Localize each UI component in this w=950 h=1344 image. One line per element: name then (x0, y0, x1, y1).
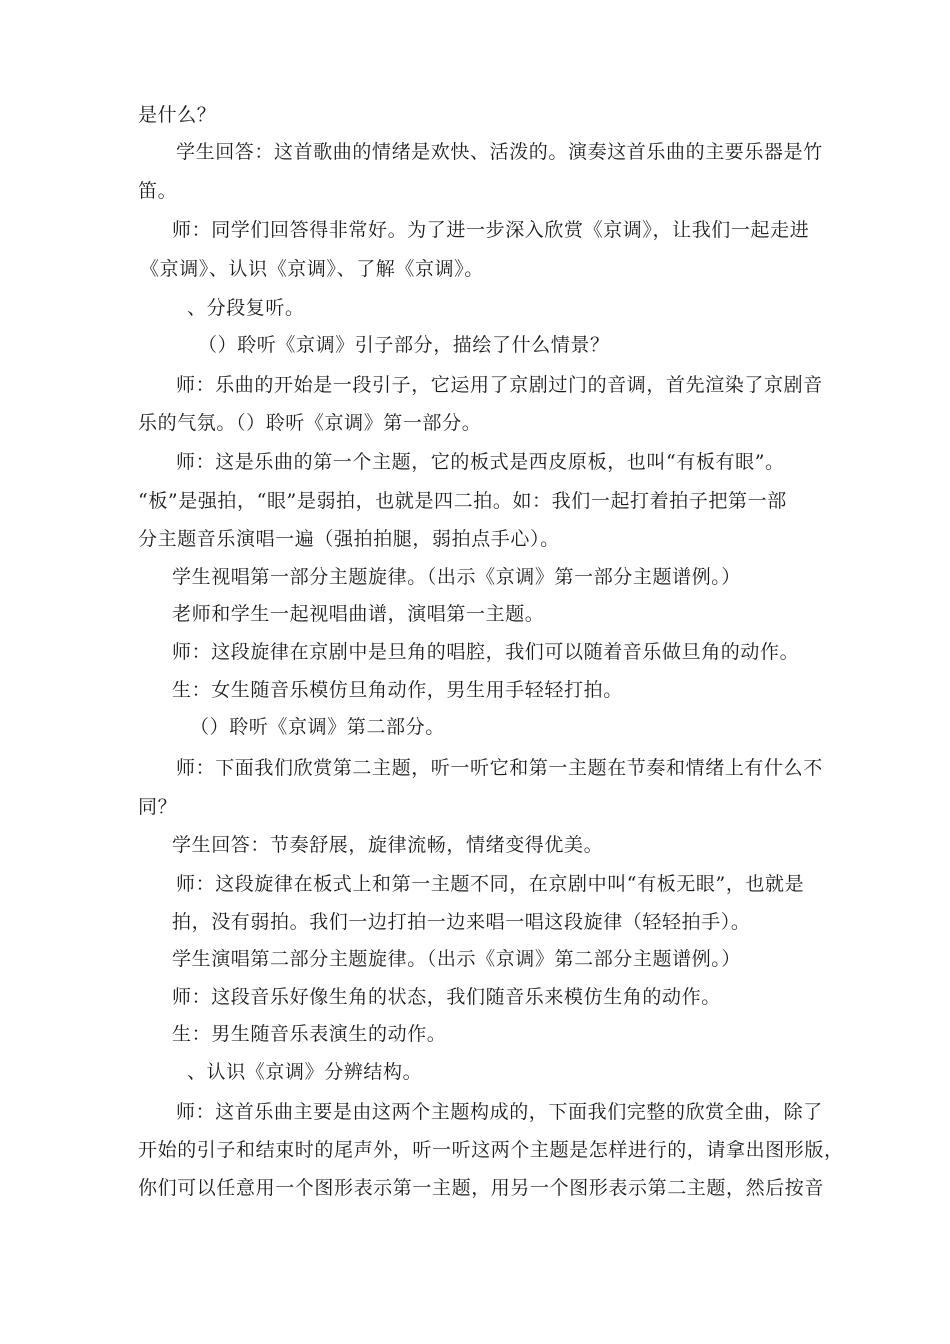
text-line: 师：这是乐曲的第一个主题，它的板式是西皮原板，也叫“有板有眼”。 (176, 451, 785, 473)
text-line: 《京调》、认识《京调》、了解《京调》。 (140, 258, 484, 280)
text-line: 老师和学生一起视唱曲谱，演唱第一主题。 (172, 603, 545, 625)
text-line: 分主题音乐演唱一遍（强拍拍腿，弱拍点手心）。 (138, 528, 560, 550)
text-line: 笛。 (138, 180, 178, 202)
text-line: 开始的引子和结束时的尾声外，听一听这两个主题是怎样进行的，请拿出图形版， (138, 1139, 844, 1161)
text-line: 生：男生随音乐表演生的动作。 (172, 1023, 447, 1045)
text-line: 师：下面我们欣赏第二主题，听一听它和第一主题在节奏和情绪上有什么不 (176, 757, 823, 779)
text-line: 学生视唱第一部分主题旋律。（出示《京调》第一部分主题谱例。） (172, 566, 742, 588)
text-line: 师：这首乐曲主要是由这两个主题构成的，下面我们完整的欣赏全曲，除了 (176, 1101, 823, 1123)
subsection-heading: （）聆听《京调》第二部分。 (190, 716, 445, 738)
text-line: 师：这段旋律在京剧中是旦角的唱腔，我们可以随着音乐做旦角的动作。 (172, 641, 800, 663)
section-heading: 、分段复听。 (187, 297, 305, 319)
text-line: 师：这段旋律在板式上和第一主题不同，在京剧中叫“有板无眼”，也就是 (176, 873, 805, 895)
text-line: 同？ (138, 796, 178, 818)
text-line: 师：乐曲的开始是一段引子，它运用了京剧过门的音调，首先渲染了京剧音 (176, 374, 823, 396)
text-line: 师：同学们回答得非常好。为了进一步深入欣赏《京调》，让我们一起走进 (172, 219, 810, 241)
subsection-heading: （）聆听《京调》引子部分，描绘了什么情景？ (198, 334, 610, 356)
text-line: 乐的气氛。（）聆听《京调》第一部分。 (138, 412, 482, 434)
text-line: 生：女生随音乐模仿旦角动作，男生用手轻轻打拍。 (172, 679, 623, 701)
text-line: 是什么？ (138, 104, 217, 126)
text-line: 学生演唱第二部分主题旋律。（出示《京调》第二部分主题谱例。） (172, 948, 742, 970)
text-line: 学生回答：节奏舒展，旋律流畅，情绪变得优美。 (172, 834, 604, 856)
text-line: 学生回答：这首歌曲的情绪是欢快、活泼的。演奏这首乐曲的主要乐器是竹 (176, 141, 823, 163)
section-heading: 、认识《京调》分辨结构。 (187, 1061, 423, 1083)
text-line: 拍，没有弱拍。我们一边打拍一边来唱一唱这段旋律（轻轻拍手）。 (172, 911, 751, 933)
text-line: 师：这段音乐好像生角的状态，我们随音乐来模仿生角的动作。 (172, 986, 721, 1008)
text-line: 你们可以任意用一个图形表示第一主题，用另一个图形表示第二主题，然后按音 (138, 1177, 825, 1199)
text-line: “板”是强拍，“眼”是弱拍，也就是四二拍。如：我们一起打着拍子把第一部 (138, 490, 787, 512)
